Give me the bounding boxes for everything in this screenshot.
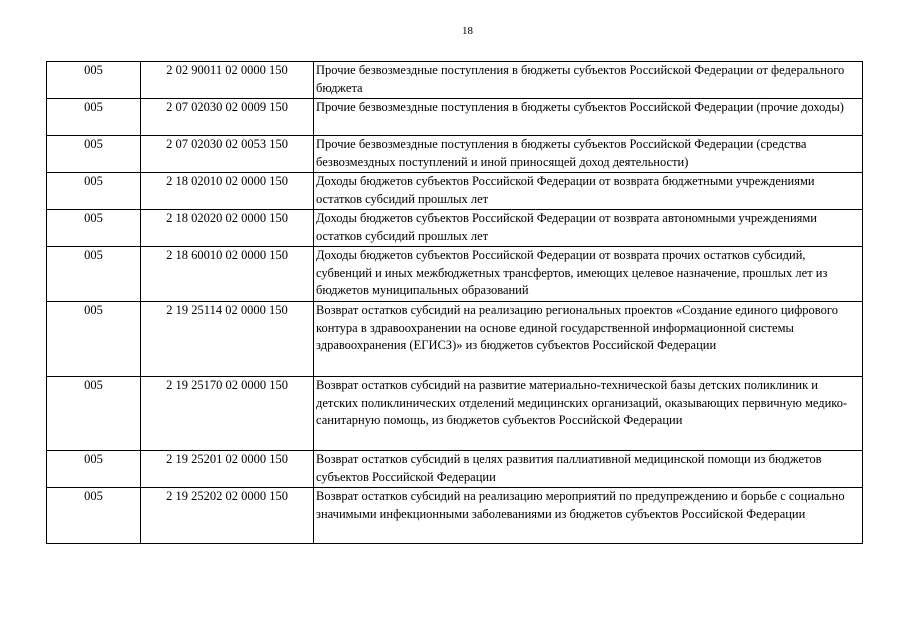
description-cell: Возврат остатков субсидий в целях развития паллиативной медицинской помощи из бюджетов субъектов Российской Федерации <box>314 451 863 488</box>
table-row <box>47 451 863 488</box>
page-number: 18 <box>462 25 473 37</box>
budget-code-cell: 2 07 02030 02 0053 150 <box>141 136 314 173</box>
description-cell: Возврат остатков субсидий на реализацию региональных проектов «Создание единого цифрового контура в здравоохранении на основе единой государственной информационной системы здравоохранения (ЕГИСЗ)» из бюджетов субъектов Российской Федерации <box>314 302 863 377</box>
table-row <box>47 377 863 451</box>
budget-code-cell: 2 19 25114 02 0000 150 <box>141 302 314 377</box>
table-row <box>47 302 863 377</box>
description-cell: Возврат остатков субсидий на развитие материально-технической базы детских поликлиник и детских поликлинических отделений медицинских организаций, оказывающих первичную медико-санитарную помощь, из бюджетов субъектов Российской Федерации <box>314 377 863 451</box>
description-cell: Доходы бюджетов субъектов Российской Федерации от возврата бюджетными учреждениями остатков субсидий прошлых лет <box>314 173 863 210</box>
admin-code-cell: 005 <box>47 62 141 99</box>
table-row <box>47 210 863 247</box>
admin-code-cell: 005 <box>47 99 141 136</box>
admin-code-cell: 005 <box>47 173 141 210</box>
table-row <box>47 173 863 210</box>
description-cell: Прочие безвозмездные поступления в бюджеты субъектов Российской Федерации (средства безвозмездных поступлений и иной приносящей доход деятельности) <box>314 136 863 173</box>
table-row <box>47 247 863 302</box>
budget-classification-table <box>46 61 863 544</box>
budget-code-cell: 2 19 25202 02 0000 150 <box>141 488 314 544</box>
budget-code-cell: 2 07 02030 02 0009 150 <box>141 99 314 136</box>
description-cell: Прочие безвозмездные поступления в бюджеты субъектов Российской Федерации (прочие доходы) <box>314 99 863 136</box>
description-cell: Возврат остатков субсидий на реализацию мероприятий по предупреждению и борьбе с социально значимыми инфекционными заболеваниями из бюджетов субъектов Российской Федерации <box>314 488 863 544</box>
admin-code-cell: 005 <box>47 451 141 488</box>
admin-code-cell: 005 <box>47 488 141 544</box>
table-row <box>47 488 863 544</box>
admin-code-cell: 005 <box>47 247 141 302</box>
budget-code-cell: 2 18 60010 02 0000 150 <box>141 247 314 302</box>
table-row <box>47 99 863 136</box>
table-row <box>47 62 863 99</box>
budget-code-cell: 2 18 02010 02 0000 150 <box>141 173 314 210</box>
admin-code-cell: 005 <box>47 210 141 247</box>
admin-code-cell: 005 <box>47 136 141 173</box>
description-cell: Прочие безвозмездные поступления в бюджеты субъектов Российской Федерации от федерального бюджета <box>314 62 863 99</box>
budget-code-cell: 2 19 25201 02 0000 150 <box>141 451 314 488</box>
admin-code-cell: 005 <box>47 302 141 377</box>
description-cell: Доходы бюджетов субъектов Российской Федерации от возврата прочих остатков субсидий, субвенций и иных межбюджетных трансфертов, имеющих целевое назначение, прошлых лет из бюджетов муниципальных образований <box>314 247 863 302</box>
budget-code-cell: 2 18 02020 02 0000 150 <box>141 210 314 247</box>
budget-code-cell: 2 19 25170 02 0000 150 <box>141 377 314 451</box>
budget-code-cell: 2 02 90011 02 0000 150 <box>141 62 314 99</box>
description-cell: Доходы бюджетов субъектов Российской Федерации от возврата автономными учреждениями остатков субсидий прошлых лет <box>314 210 863 247</box>
admin-code-cell: 005 <box>47 377 141 451</box>
table-row <box>47 136 863 173</box>
